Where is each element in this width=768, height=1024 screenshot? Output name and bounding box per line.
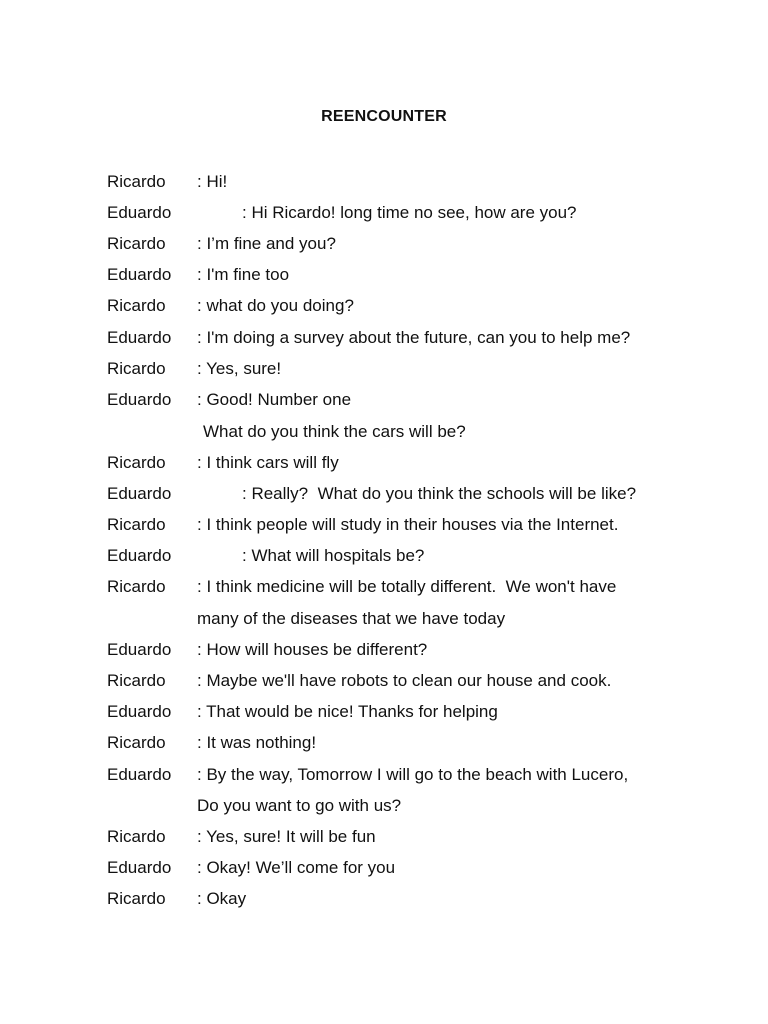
- dialogue-text: : Yes, sure! It will be fun: [197, 827, 376, 846]
- dialogue-text: : What will hospitals be?: [242, 546, 425, 565]
- dialogue-text: : I'm fine too: [197, 265, 290, 284]
- dialogue-continuation: Do you want to go with us?: [197, 796, 402, 815]
- dialogue-continuation: What do you think the cars will be?: [203, 422, 466, 441]
- speaker-label: Ricardo: [107, 234, 166, 253]
- speaker-label: Eduardo: [107, 546, 172, 565]
- dialogue-text: : It was nothing!: [197, 733, 317, 752]
- dialogue-text: : How will houses be different?: [197, 640, 428, 659]
- dialogue-text: : Hi!: [197, 172, 228, 191]
- dialogue-text: : Really? What do you think the schools will be like?: [242, 484, 637, 503]
- speaker-label: Ricardo: [107, 827, 166, 846]
- speaker-label: Ricardo: [107, 453, 166, 472]
- speaker-label: Eduardo: [107, 390, 172, 409]
- dialogue-text: : I'm doing a survey about the future, can you to help me?: [197, 328, 631, 347]
- speaker-label: Eduardo: [107, 484, 172, 503]
- speaker-label: Eduardo: [107, 203, 172, 222]
- dialogue-text: : Yes, sure!: [197, 359, 282, 378]
- dialogue-text: : I think medicine will be totally different. We won't have: [197, 577, 617, 596]
- dialogue-text: : Good! Number one: [197, 390, 352, 409]
- speaker-label: Eduardo: [107, 328, 172, 347]
- document-title: REENCOUNTER: [321, 108, 447, 125]
- dialogue-continuation: many of the diseases that we have today: [197, 609, 506, 628]
- dialogue-text: : I think cars will fly: [197, 453, 339, 472]
- speaker-label: Ricardo: [107, 296, 166, 315]
- speaker-label: Ricardo: [107, 889, 166, 908]
- speaker-label: Ricardo: [107, 671, 166, 690]
- speaker-label: Ricardo: [107, 172, 166, 191]
- speaker-label: Eduardo: [107, 858, 172, 877]
- dialogue-text: : I’m fine and you?: [197, 234, 336, 253]
- dialogue-text: : Okay: [197, 889, 247, 908]
- dialogue-text: : By the way, Tomorrow I will go to the beach with Lucero,: [197, 765, 629, 784]
- dialogue-text: : That would be nice! Thanks for helping: [197, 702, 498, 721]
- dialogue-text: : Hi Ricardo! long time no see, how are you?: [242, 203, 577, 222]
- speaker-label: Eduardo: [107, 702, 172, 721]
- speaker-label: Eduardo: [107, 765, 172, 784]
- speaker-label: Ricardo: [107, 359, 166, 378]
- speaker-label: Ricardo: [107, 733, 166, 752]
- dialogue-text: : what do you doing?: [197, 296, 354, 315]
- speaker-label: Ricardo: [107, 577, 166, 596]
- speaker-label: Ricardo: [107, 515, 166, 534]
- speaker-label: Eduardo: [107, 640, 172, 659]
- dialogue-text: : Maybe we'll have robots to clean our house and cook.: [197, 671, 612, 690]
- speaker-label: Eduardo: [107, 265, 172, 284]
- dialogue-text: : Okay! We’ll come for you: [197, 858, 396, 877]
- dialogue-text: : I think people will study in their houses via the Internet.: [197, 515, 619, 534]
